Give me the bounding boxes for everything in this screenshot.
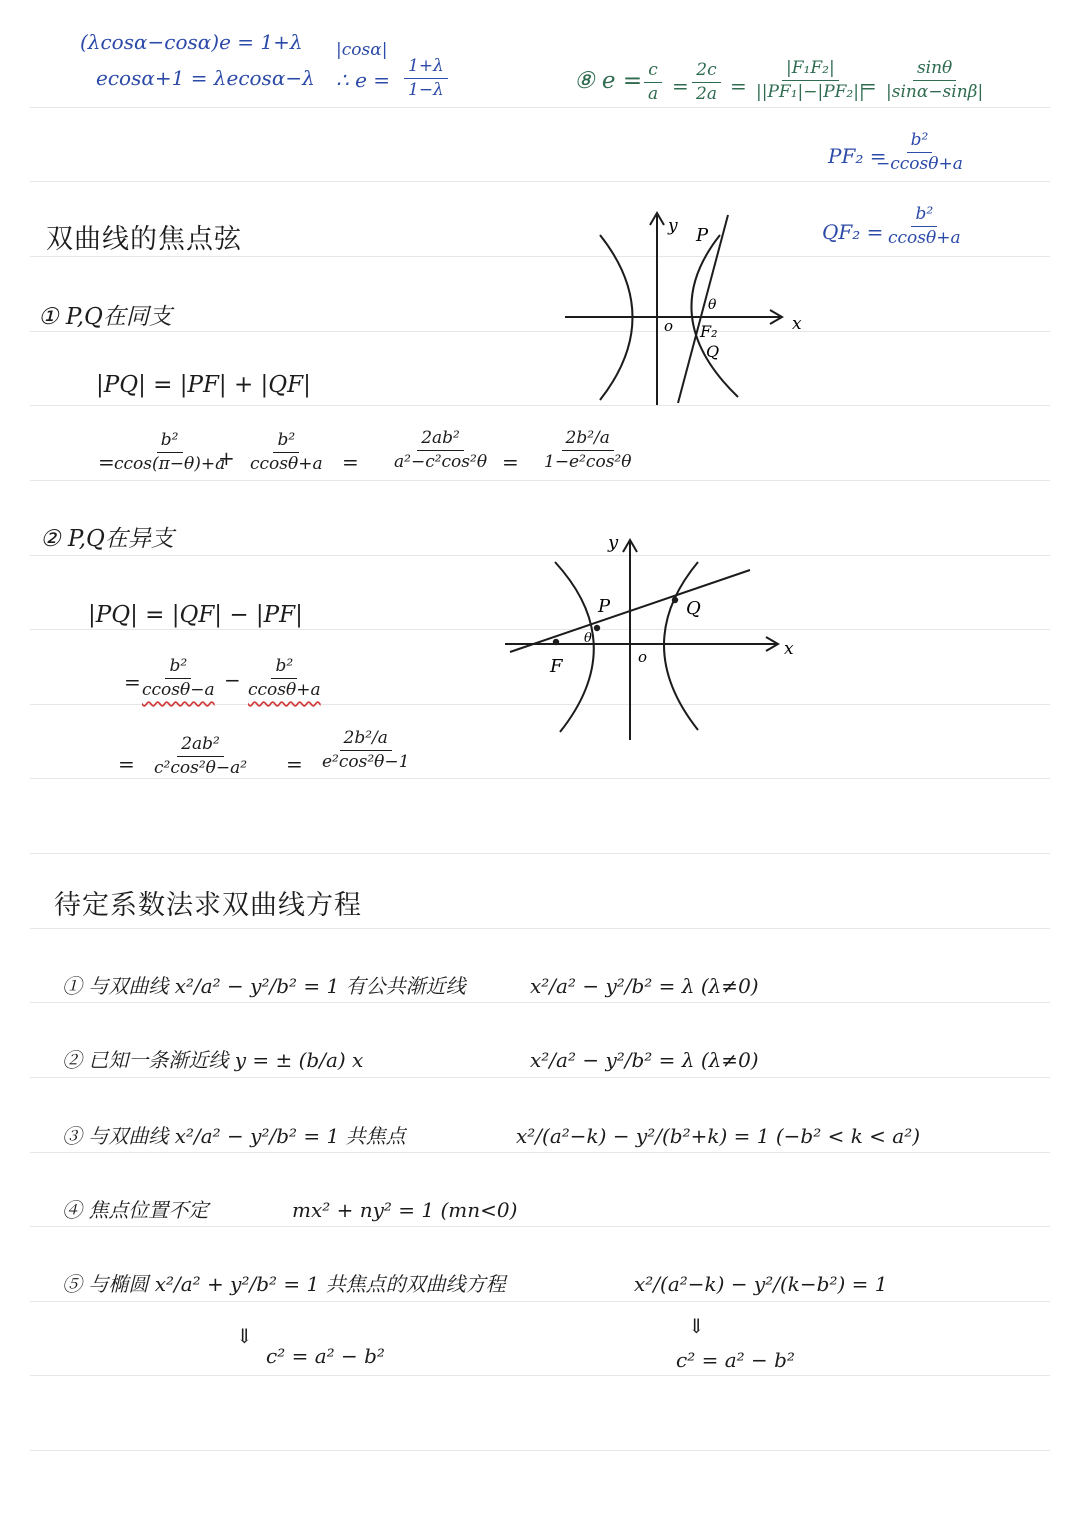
hyperbola-left-branch xyxy=(555,562,594,732)
qf2-label: QF₂ = xyxy=(822,220,884,244)
fraction-numerator: b² xyxy=(907,132,933,153)
fraction-denominator: ccosθ+a xyxy=(250,453,323,474)
fraction-numerator: 2b²/a xyxy=(562,430,614,451)
green-note-item8: ⑧ e = xyxy=(574,68,643,94)
fraction-numerator: 2ab² xyxy=(417,430,464,451)
fraction-numerator: 2b²/a xyxy=(340,730,392,751)
case1-fraction-4 xyxy=(540,430,635,472)
equals-sign: = xyxy=(502,450,519,474)
case2-fraction-3 xyxy=(150,736,251,778)
ruled-line xyxy=(30,480,1050,481)
fig1-theta-label: θ xyxy=(708,297,717,313)
method-item-3-label: ③ 与双曲线 x²/a² − y²/b² = 1 共焦点 xyxy=(62,1124,406,1148)
hyperbola-figure-same-branch xyxy=(560,205,810,410)
c-squared-left: c² = a² − b² xyxy=(266,1344,385,1368)
method-item-4-result: mx² + ny² = 1 (mn<0) xyxy=(292,1198,518,1222)
fraction-denominator: ccosθ−a xyxy=(142,679,215,700)
case1-fraction-3 xyxy=(390,430,491,472)
fig1-y-label: y xyxy=(668,216,678,236)
hyperbola-right-branch xyxy=(664,562,698,730)
method-item-3-result: x²/(a²−k) − y²/(b²+k) = 1 (−b² < k < a²) xyxy=(516,1124,921,1148)
ruled-line xyxy=(30,1301,1050,1302)
focus-point xyxy=(553,639,559,645)
point-p xyxy=(594,625,600,631)
fraction-denominator: ccosθ+a xyxy=(248,679,321,700)
fraction-numerator: 1+λ xyxy=(404,58,448,79)
equals-sign: = xyxy=(342,450,359,474)
fraction-denominator: 1−e²cos²θ xyxy=(544,451,632,472)
method-item-2-result: x²/a² − y²/b² = λ (λ≠0) xyxy=(530,1048,759,1072)
pf2-label: PF₂ = xyxy=(828,144,887,168)
equals-sign: = xyxy=(124,670,141,694)
fraction-numerator: b² xyxy=(271,658,297,679)
blue-note-line2: ecosα+1 = λecosα−λ xyxy=(96,66,315,90)
equals-sign: = xyxy=(98,450,115,474)
fraction-denominator: |sinα−sinβ| xyxy=(886,81,984,102)
ruled-line xyxy=(30,1002,1050,1003)
down-arrow-right: ⇓ xyxy=(688,1314,705,1338)
ruled-line xyxy=(30,181,1050,182)
ruled-line xyxy=(30,331,1050,332)
ruled-line xyxy=(30,1226,1050,1227)
fig1-point-p-label: P xyxy=(696,225,709,246)
fraction-numerator: 2c xyxy=(692,62,720,83)
green-fraction-f1f2 xyxy=(752,60,869,102)
case1-title: ① P,Q在同支 xyxy=(38,304,172,330)
c-squared-right: c² = a² − b² xyxy=(676,1348,795,1372)
case2-fraction-2 xyxy=(244,658,325,700)
case1-equation: |PQ| = |PF| + |QF| xyxy=(96,372,311,398)
blue-note-e-fraction xyxy=(404,58,448,100)
equals-sign: = xyxy=(672,74,689,98)
fig2-point-q-label: Q xyxy=(686,598,701,619)
equals-sign: = xyxy=(286,752,303,776)
green-fraction-sin xyxy=(882,60,987,102)
qf2-fraction xyxy=(884,206,965,248)
fraction-denominator: c²cos²θ−a² xyxy=(154,757,248,778)
fraction-numerator: c xyxy=(644,62,662,83)
method-item-1-label: ① 与双曲线 x²/a² − y²/b² = 1 有公共渐近线 xyxy=(62,974,466,998)
point-q xyxy=(672,597,678,603)
ruled-line xyxy=(30,107,1050,108)
case1-fraction-1 xyxy=(110,432,229,474)
fig1-x-label: x xyxy=(792,314,802,334)
fig2-origin-label: o xyxy=(638,648,648,666)
case1-fraction-2 xyxy=(246,432,327,474)
method-item-1-result: x²/a² − y²/b² = λ (λ≠0) xyxy=(530,974,759,998)
method-item-2-label: ② 已知一条渐近线 y = ± (b/a) x xyxy=(62,1048,364,1072)
blue-note-cos-abs: |cosα| xyxy=(336,40,388,60)
fig1-point-q-label: Q xyxy=(706,342,720,361)
case2-fraction-4 xyxy=(318,730,413,772)
fig1-origin-label: o xyxy=(664,317,674,335)
method-item-4-label: ④ 焦点位置不定 xyxy=(62,1198,209,1222)
fraction-numerator: sinθ xyxy=(913,60,956,81)
fraction-denominator: ||PF₁|−|PF₂|| xyxy=(756,81,865,102)
section1-heading: 双曲线的焦点弦 xyxy=(46,224,242,255)
fraction-numerator: b² xyxy=(911,206,937,227)
blue-note-e-prefix: ∴ e = xyxy=(336,68,391,92)
case2-equation: |PQ| = |QF| − |PF| xyxy=(88,602,303,628)
ruled-line xyxy=(30,1375,1050,1376)
fig2-y-label: y xyxy=(608,532,619,553)
fig2-focus-label: F xyxy=(550,656,563,677)
method-item-5-label: ⑤ 与椭圆 x²/a² + y²/b² = 1 共焦点的双曲线方程 xyxy=(62,1272,506,1296)
equals-sign: = xyxy=(730,74,747,98)
fraction-denominator: ccosθ+a xyxy=(888,227,961,248)
fig2-x-label: x xyxy=(784,639,794,659)
pf2-fraction xyxy=(872,132,967,174)
ruled-line xyxy=(30,1152,1050,1153)
ruled-line xyxy=(30,1450,1050,1451)
ruled-line xyxy=(30,778,1050,779)
fraction-numerator: b² xyxy=(157,432,183,453)
ruled-line xyxy=(30,853,1050,854)
blue-note-line1: (λcosα−cosα)e = 1+λ xyxy=(80,30,303,54)
fig2-theta-label: θ xyxy=(584,631,592,646)
fig1-focus-label: F₂ xyxy=(700,322,718,341)
green-fraction-c-a xyxy=(644,62,662,104)
fraction-denominator: e²cos²θ−1 xyxy=(322,751,410,772)
fraction-numerator: 2ab² xyxy=(177,736,224,757)
ruled-line xyxy=(30,1077,1050,1078)
down-arrow-left: ⇓ xyxy=(236,1324,253,1348)
fraction-denominator: −ccosθ+a xyxy=(876,153,963,174)
fraction-denominator: 1−λ xyxy=(408,79,444,100)
minus-sign: − xyxy=(224,668,241,692)
case2-fraction-1 xyxy=(138,658,219,700)
green-fraction-2c-2a xyxy=(692,62,721,104)
ruled-line xyxy=(30,256,1050,257)
plus-sign: + xyxy=(218,446,235,470)
section2-heading: 待定系数法求双曲线方程 xyxy=(54,890,362,921)
fraction-denominator: a xyxy=(648,83,659,104)
fraction-numerator: b² xyxy=(273,432,299,453)
equals-sign: = xyxy=(118,752,135,776)
fraction-denominator: 2a xyxy=(696,83,717,104)
equals-sign: = xyxy=(860,74,877,98)
case2-title: ② P,Q在异支 xyxy=(40,526,174,552)
fraction-denominator: a²−c²cos²θ xyxy=(394,451,488,472)
fraction-numerator: b² xyxy=(165,658,191,679)
fraction-denominator: ccos(π−θ)+a xyxy=(114,453,226,474)
ruled-line xyxy=(30,928,1050,929)
fig2-point-p-label: P xyxy=(598,596,611,617)
hyperbola-figure-opposite-branch xyxy=(500,520,810,745)
method-item-5-result: x²/(a²−k) − y²/(k−b²) = 1 xyxy=(634,1272,888,1296)
fraction-numerator: |F₁F₂| xyxy=(782,60,839,81)
ruled-line xyxy=(30,405,1050,406)
